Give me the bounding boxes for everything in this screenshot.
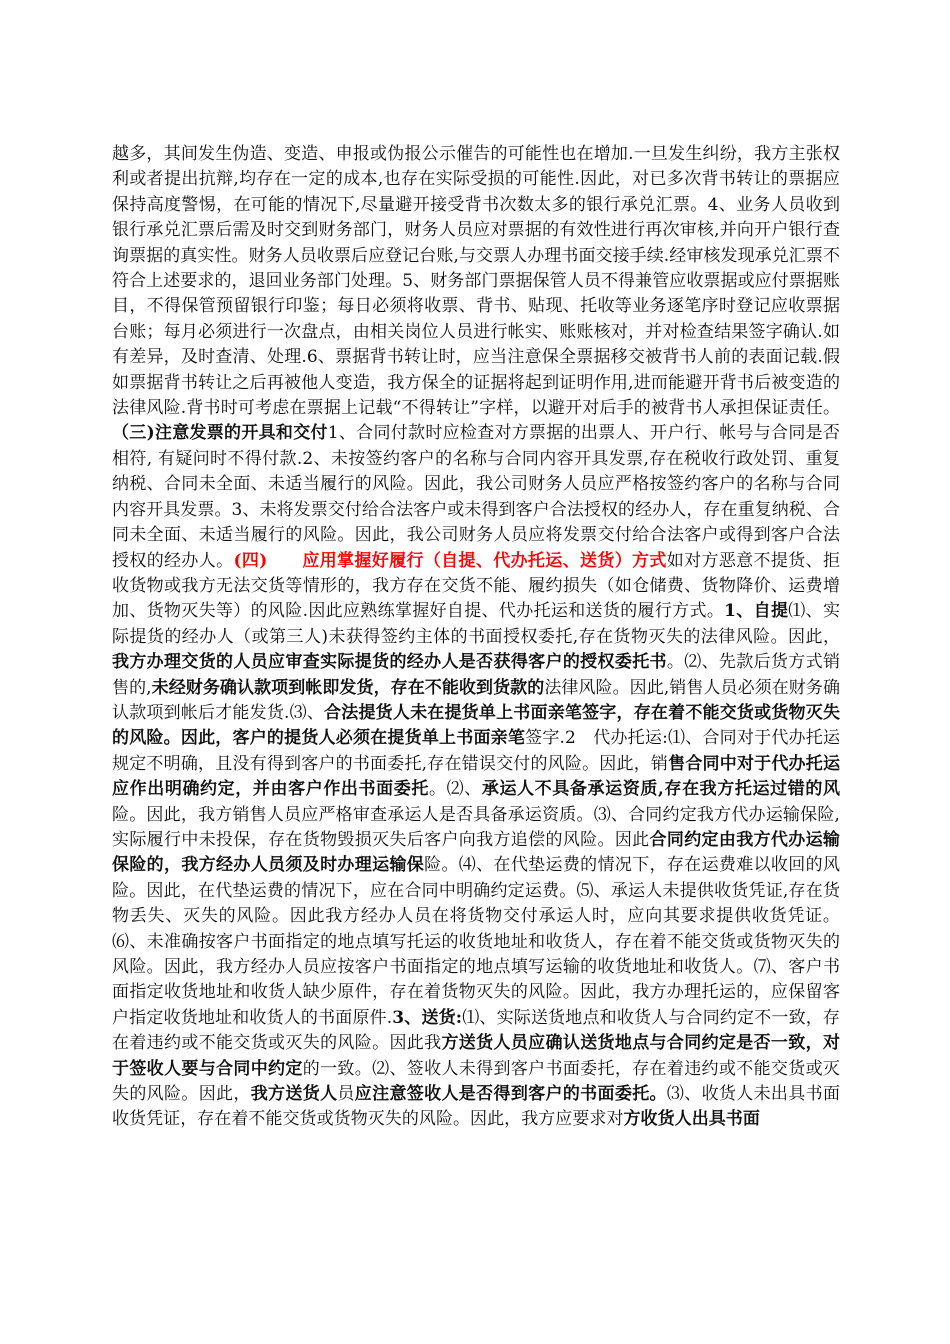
emphasis-text: 应注意签收人是否得到客户的书面委托。 bbox=[354, 1084, 667, 1105]
emphasis-text: 方收货人出具书面 bbox=[623, 1109, 760, 1130]
text-segment: ⑴、实际送货地点和收货人与合同约定不一致，存在着违约或不能交货或灭失的风险。因此我 bbox=[112, 1007, 840, 1054]
emphasis-text: 合同约定由我方代办运输保险的，我方经办人员须及时办理运输保 bbox=[112, 829, 840, 876]
text-segment: 的一致。⑵、签收人未得到客户书面委托，存在着违约或不能交货或灭失的风险。因此， bbox=[112, 1058, 840, 1105]
emphasis-text: 承运人不具备承运资质,存在我方托运过错的风 bbox=[481, 779, 840, 800]
subheading-delivery: 3、送货: bbox=[392, 1007, 463, 1028]
text-segment: 险。因此，我方销售人员应严格审查承运人是否具备承运资质。⑶、合同约定我方代办运输保险,实际履行中未投保，存在货物毁损灭失后客户向我方追偿的风险。因此 bbox=[112, 804, 840, 850]
text-segment: 员 bbox=[337, 1084, 355, 1105]
text-segment: ⑴、合同对于代办托运规定不明确，且没有得到客户的书面委托,存在错误交付的风险。因此，销 bbox=[112, 728, 841, 774]
subheading-self-pickup: 1、自提 bbox=[724, 601, 789, 622]
text-segment: ⑶、收货人未出具书面收货凭证，存在着不能交货或货物灭失的风险。因此，我方应要求对 bbox=[112, 1084, 840, 1130]
document-page bbox=[112, 142, 840, 1133]
section-heading-invoice: （三)注意发票的开具和交付 bbox=[112, 423, 328, 444]
text-segment: 如对方恶意不提货、拒收货物或我方无法交货等情形的，我方存在交货不能、履约损失（如仓储费、货物降价、运费增加、货物灭失等）的风险.因此应熟练掌握好自提、代办托运和送货的履行方式。 bbox=[112, 550, 840, 622]
text-segment: 1、合同付款时应检查对方票据的出票人、开户行、帐号与合同是否相符, 有疑问时不得付款.2、未按签约客户的名称与合同内容开具发票,存在税收行政处罚、重复纳税、合同未全面、未适当履行的风险。因此，我公司财务人员应严格按签约客户的名称与合同内容开具发票。3、未将发票交付给合法客户或未得到客户合法授权的经办人，存在重复纳税、合同未全面、未适当履行的风险。因此，我公司财务人员应将发票交付给合法客户或得到客户合法授权的经办人。 bbox=[112, 423, 840, 571]
text-segment: 。⑵、先款后货方式销售的, bbox=[112, 652, 841, 698]
text-segment: 险。⑷、在代垫运费的情况下，存在运费难以收回的风险。因此，在代垫运费的情况下，应在合同中明确约定运费。⑸、承运人未提供收货凭证,存在货物丢失、灭失的风险。因此我方经办人员在将货物交付承运人时，应向其要求提供收货凭证。⑹、未准确按客户书面指定的地点填写托运的收货地址和收货人，存在着不能交货或货物灭失的风险。因此，我方经办人员应按客户书面指定的地点填写运输的收货地址和收货人。⑺、客户书面指定收货地址和收货人缺少原件，存在着货物灭失的风险。因此，我方办理托运的，应保留客户指定收货地址和收货人的书面原件. bbox=[112, 855, 840, 1028]
emphasis-text: 我方办理交货的人员应审查实际提货的经办人是否获得客户的授权委托书 bbox=[112, 652, 667, 673]
emphasis-text: 方送货人员应确认送货地点与合同约定是否一致，对于签收人要与合同中约定 bbox=[112, 1033, 840, 1079]
section-heading-delivery-method: (四) 应用掌握好履行（自提、代办托运、送货）方式 bbox=[233, 550, 667, 571]
text-segment: ⑴、实际提货的经办人（或第三人)未获得签约主体的书面授权委托,存在货物灭失的法律风险。因此， bbox=[112, 601, 840, 647]
text-segment: 。⑵、 bbox=[428, 779, 482, 800]
text-segment: 法律风险。因此,销售人员必须在财务确认款项到帐后才能发货.⑶、 bbox=[112, 677, 840, 723]
emphasis-text: 我方送货人 bbox=[250, 1084, 338, 1105]
text-segment: 越多，其间发生伪造、变造、申报或伪报公示催告的可能性也在增加.一旦发生纠纷，我方主张权利或者提出抗辩,均存在一定的成本,也存在实际受损的可能性.因此，对已多次背书转让的票据应保持高度警惕，在可能的情况下,尽量避开接受背书次数太多的银行承兑汇票。4、业务人员收到银行承兑汇票后需及时交到财务部门，财务人员应对票据的有效性进行再次审核,并向开户银行查询票据的真实性。财务人员收票后应登记台账,与交票人办理书面交接手续.经审核发现承兑汇票不符合上述要求的，退回业务部门处理。5、财务部门票据保管人员不得兼管应收票据或应付票据账目，不得保管预留银行印鉴；每日必须将收票、背书、贴现、托收等业务逐笔序时登记应收票据台账；每月必须进行一次盘点，由相关岗位人员进行帐实、账账核对，并对检查结果签字确认.如有差异，及时查清、处理.6、票据背书转让时，应当注意保全票据移交被背书人前的表面记载.假如票据背书转让之后再被他人变造，我方保全的证据将起到证明作用,进而能避开背书后被变造的法律风险.背书时可考虑在票据上记载“不得转让”字样，以避开对后手的被背书人承担保证责任。 bbox=[112, 144, 840, 419]
body-paragraph bbox=[112, 142, 840, 1133]
text-segment: 签字.2 代办托运: bbox=[525, 728, 668, 749]
emphasis-text: 未经财务确认款项到帐即发货，存在不能收到货款的 bbox=[151, 677, 545, 698]
emphasis-text: 售合同中对于代办托运应作出明确约定，并由客户作出书面委托 bbox=[112, 753, 841, 800]
emphasis-text: 合法提货人未在提货单上书面亲笔签字，存在着不能交货或货物灭失的风险。因此，客户的提货人必须在提货单上书面亲笔 bbox=[112, 702, 840, 749]
